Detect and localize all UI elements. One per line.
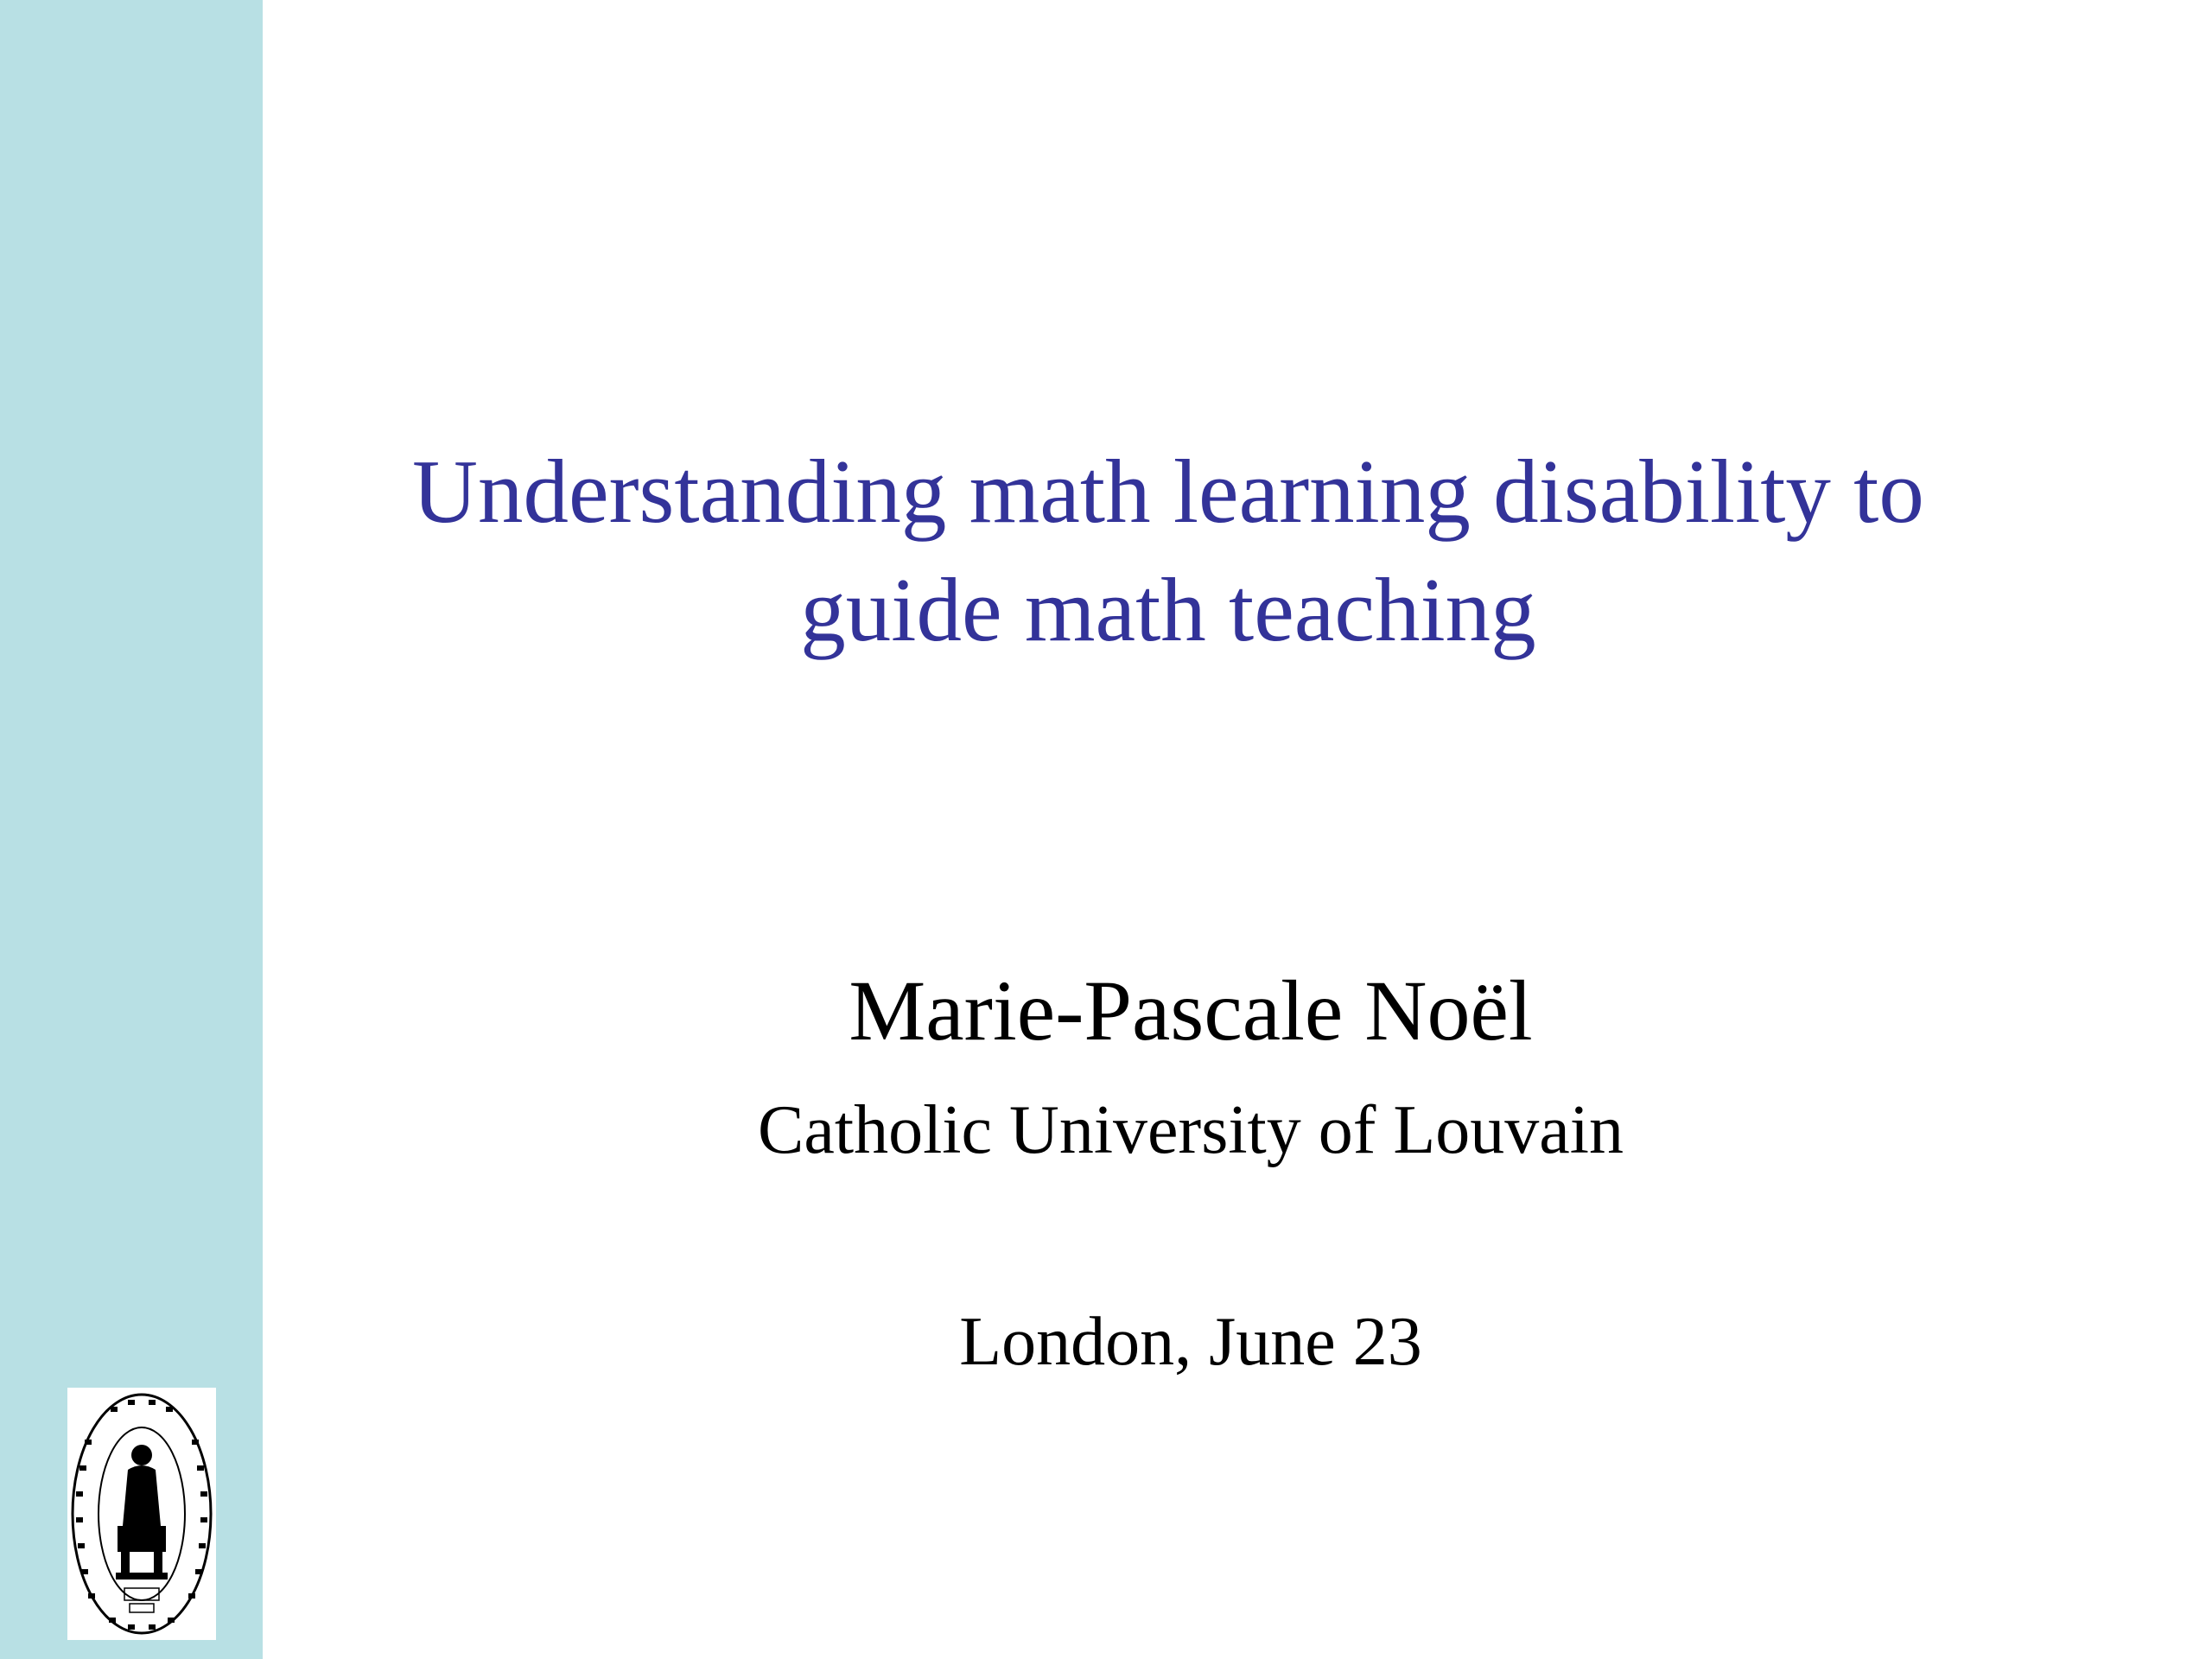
event-date: London, June 23 <box>959 1304 1422 1380</box>
title-line-2: guide math teaching <box>800 559 1536 660</box>
sidebar-band <box>0 0 263 1659</box>
university-seal-icon <box>67 1388 216 1640</box>
affiliation: Catholic University of Louvain <box>757 1092 1624 1168</box>
title-line-1: Understanding math learning disability to <box>412 441 1924 542</box>
author-name: Marie-Pascale Noël <box>849 963 1533 1058</box>
slide-title <box>263 432 2074 669</box>
